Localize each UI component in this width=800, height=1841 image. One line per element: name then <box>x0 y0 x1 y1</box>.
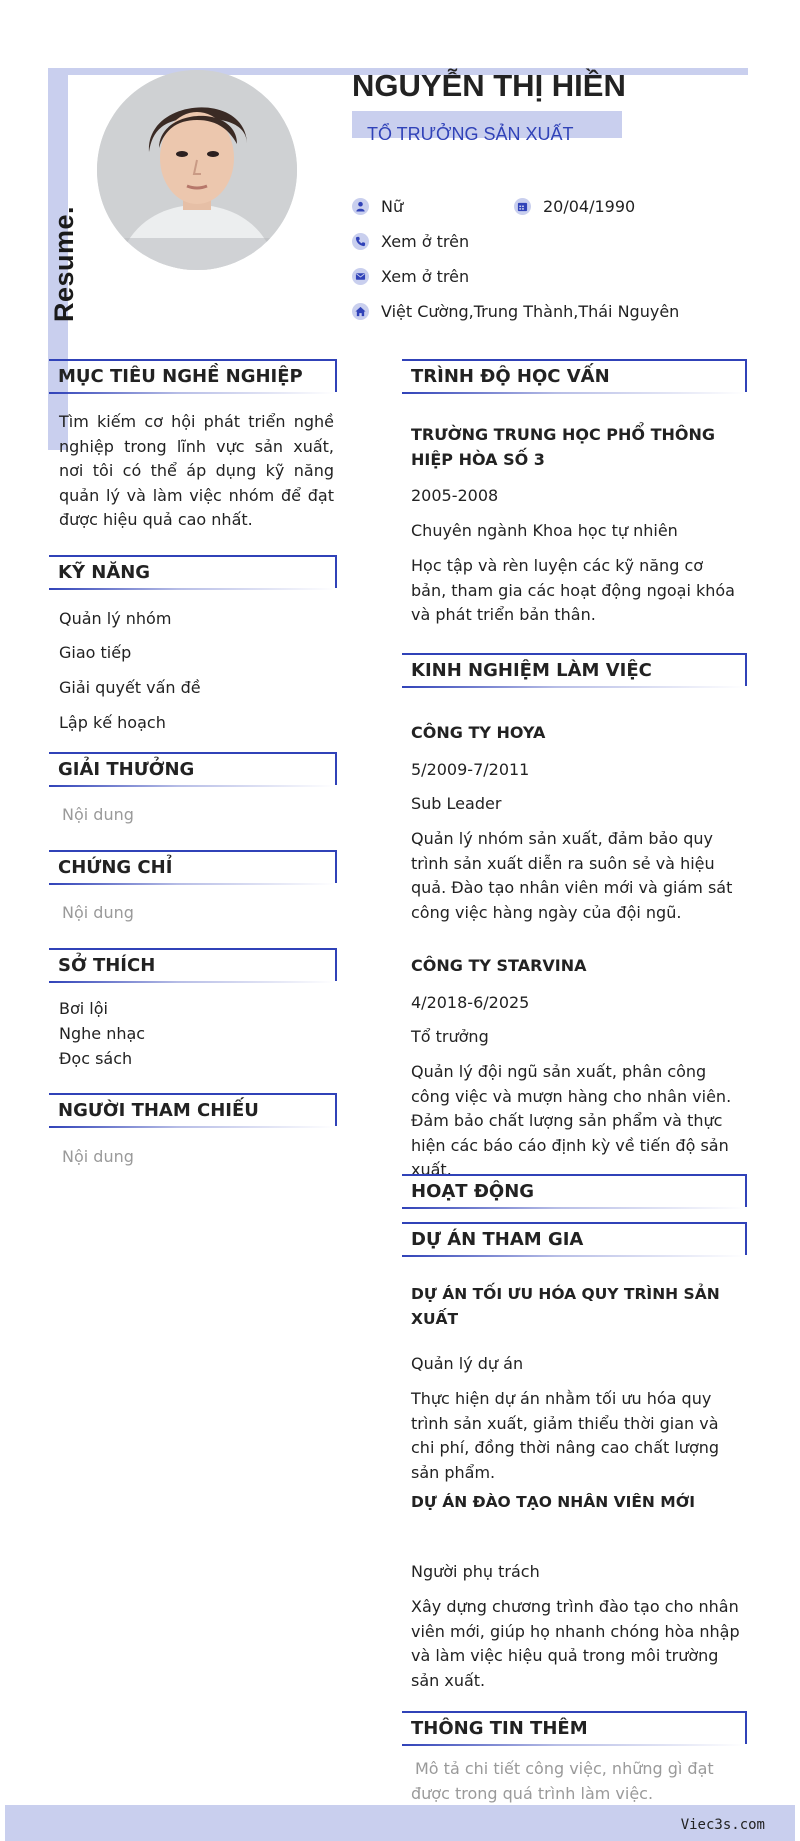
footer-bar <box>5 1805 795 1841</box>
job-company: CÔNG TY HOYA <box>411 723 546 742</box>
site-watermark: Viec3s.com <box>680 1817 765 1833</box>
profile-photo <box>97 70 297 270</box>
profile-photo-illustration <box>97 70 297 270</box>
phone-value: Xem ở trên <box>381 232 470 251</box>
skill-item: Giao tiếp <box>59 643 132 662</box>
additional-info-heading: THÔNG TIN THÊM <box>402 1711 747 1744</box>
address-row <box>352 302 679 321</box>
experience-heading: KINH NGHIỆM LÀM VIỆC <box>402 653 747 686</box>
gender-value: Nữ <box>381 197 404 216</box>
hobby-item: Bơi lội <box>59 999 108 1018</box>
education-description: Học tập và rèn luyện các kỹ năng cơ bản, tham gia các hoạt động ngoại khóa và phát triển bản thân. <box>411 556 735 624</box>
job-company: CÔNG TY STARVINA <box>411 956 587 975</box>
education-major: Chuyên ngành Khoa học tự nhiên <box>411 521 678 540</box>
birthdate-row <box>514 197 635 216</box>
objective-heading: MỤC TIÊU NGHỀ NGHIỆP <box>49 359 337 392</box>
job-period: 4/2018-6/2025 <box>411 993 530 1012</box>
email-row <box>352 267 469 286</box>
activities-heading: HOẠT ĐỘNG <box>402 1174 747 1207</box>
home-icon <box>352 303 369 320</box>
candidate-name: NGUYỄN THỊ HIỀN <box>352 68 626 103</box>
education-period: 2005-2008 <box>411 486 499 505</box>
job-position: Tổ trưởng <box>411 1027 489 1046</box>
job-period: 5/2009-7/2011 <box>411 760 530 779</box>
resume-label: Resume. <box>49 205 79 322</box>
person-icon <box>352 198 369 215</box>
project-description: Xây dựng chương trình đào tạo cho nhân viên mới, giúp họ nhanh chóng hòa nhập và làm việc hiệu quả trong môi trường sản xuất. <box>411 1597 740 1690</box>
education-school: TRƯỜNG TRUNG HỌC PHỔ THÔNG HIỆP HÒA SỐ 3 <box>411 425 716 469</box>
project-name: DỰ ÁN ĐÀO TẠO NHÂN VIÊN MỚI <box>411 1493 696 1511</box>
objective-text: Tìm kiếm cơ hội phát triển nghề nghiệp trong lĩnh vực sản xuất, nơi tôi có thể áp dụng kỹ năng quản lý và làm việc nhóm để đạt được hiệu quả cao nhất. <box>59 412 334 529</box>
certificates-heading: CHỨNG CHỈ <box>49 850 337 883</box>
job-description: Quản lý đội ngũ sản xuất, phân công công việc và mượn hàng cho nhân viên. Đảm bảo chất lượng sản phẩm và thực hiện các báo cáo định kỳ về tiến độ sản xuất. <box>411 1062 732 1179</box>
job-position: Sub Leader <box>411 794 502 813</box>
project-name: DỰ ÁN TỐI ƯU HÓA QUY TRÌNH SẢN XUẤT <box>411 1285 720 1328</box>
skill-item: Quản lý nhóm <box>59 609 172 628</box>
envelope-icon <box>352 268 369 285</box>
hobby-item: Nghe nhạc <box>59 1024 146 1043</box>
phone-icon <box>352 233 369 250</box>
additional-info-placeholder: Mô tả chi tiết công việc, những gì đạt được trong quá trình làm việc. <box>411 1759 714 1803</box>
gender-row <box>352 197 403 216</box>
references-placeholder: Nội dung <box>62 1147 134 1166</box>
certificates-placeholder: Nội dung <box>62 903 134 922</box>
skill-item: Lập kế hoạch <box>59 713 166 732</box>
calendar-icon <box>514 198 531 215</box>
projects-heading: DỰ ÁN THAM GIA <box>402 1222 747 1255</box>
awards-placeholder: Nội dung <box>62 805 134 824</box>
hobbies-heading: SỞ THÍCH <box>49 948 337 981</box>
email-value: Xem ở trên <box>381 267 470 286</box>
phone-row <box>352 232 469 251</box>
references-heading: NGƯỜI THAM CHIẾU <box>49 1093 337 1126</box>
awards-heading: GIẢI THƯỞNG <box>49 752 337 785</box>
project-role: Người phụ trách <box>411 1562 540 1581</box>
project-description: Thực hiện dự án nhằm tối ưu hóa quy trình sản xuất, giảm thiểu thời gian và chi phí, đồng thời nâng cao chất lượng sản phẩm. <box>411 1389 720 1482</box>
hobby-item: Đọc sách <box>59 1049 133 1068</box>
address-value: Việt Cường,Trung Thành,Thái Nguyên <box>381 302 680 321</box>
skill-item: Giải quyết vấn đề <box>59 678 201 697</box>
candidate-title: TỔ TRƯỞNG SẢN XUẤT <box>367 124 574 144</box>
education-heading: TRÌNH ĐỘ HỌC VẤN <box>402 359 747 392</box>
birthdate-value: 20/04/1990 <box>543 197 636 216</box>
project-role: Quản lý dự án <box>411 1354 524 1373</box>
skills-heading: KỸ NĂNG <box>49 555 337 588</box>
job-description: Quản lý nhóm sản xuất, đảm bảo quy trình sản xuất diễn ra suôn sẻ và hiệu quả. Đào tạo nhân viên mới và giám sát công việc hàng ngày của đội ngũ. <box>411 829 733 922</box>
